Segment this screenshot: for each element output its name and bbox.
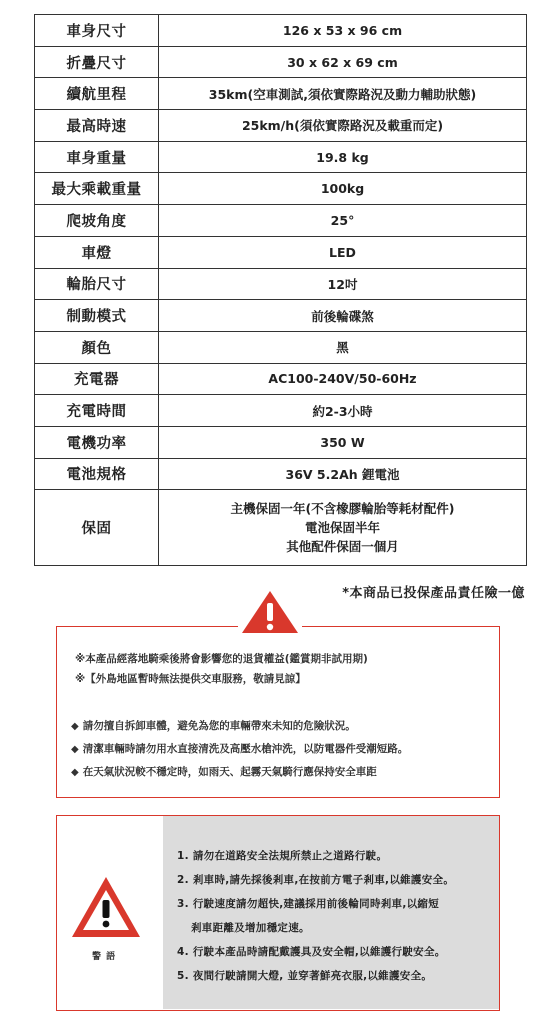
spec-label: 爬坡角度 [35,205,159,237]
spec-label: 車身尺寸 [35,15,159,47]
spec-value: 25km/h(須依實際路況及載重而定) [159,110,527,142]
spec-value: 約2-3小時 [159,395,527,427]
spec-label: 車身重量 [35,141,159,173]
spec-value: 30 x 62 x 69 cm [159,46,527,78]
spec-value: 100kg [159,173,527,205]
spec-label: 折疊尺寸 [35,46,159,78]
caution-rule: 3. 行駛速度請勿超快,建議採用前後輪同時剎車,以縮短 [177,898,440,910]
caution-label: 警 語 [92,952,117,962]
caution-rule: 4. 行駛本產品時請配戴護具及安全帽,以維護行駛安全。 [177,946,446,958]
spec-label: 最大乘載重量 [35,173,159,205]
spec-label: 制動模式 [35,300,159,332]
spec-row [35,46,527,78]
spec-label: 電池規格 [35,458,159,490]
warranty-line: 其他配件保固一個月 [286,539,399,555]
spec-value: 36V 5.2Ah 鋰電池 [159,458,527,490]
spec-label: 續航里程 [35,78,159,110]
spec-row [35,205,527,237]
spec-row [35,395,527,427]
spec-row [35,458,527,490]
warranty-value [159,490,527,566]
spec-row [35,78,527,110]
insurance-note: *本商品已投保產品責任險一億 [342,586,525,601]
spec-row [35,15,527,47]
spec-row [35,426,527,458]
caution-rule: 剎車距離及增加穩定速。 [191,922,310,934]
spec-label: 最高時速 [35,110,159,142]
spec-table [34,14,527,566]
caution-triangle-icon [69,874,143,940]
spec-row [35,331,527,363]
spec-value: 25° [159,205,527,237]
spec-row [35,236,527,268]
warranty-row [35,490,527,566]
spec-row [35,300,527,332]
notice-bullet: ◆ 在天氣狀況較不穩定時，如雨天、起霧天氣騎行應保持安全車距 [71,766,377,778]
spec-label: 充電時間 [35,395,159,427]
notice-bullet: ◆ 請勿擅自拆卸車體，避免為您的車輛帶來未知的危險狀況。 [71,720,356,732]
spec-value: 350 W [159,426,527,458]
spec-label: 電機功率 [35,426,159,458]
spec-label: 車燈 [35,236,159,268]
spec-label: 輪胎尺寸 [35,268,159,300]
warranty-label: 保固 [35,490,159,566]
caution-rules-panel [163,816,499,1009]
spec-value: 35km(空車測試,須依實際路況及動力輔助狀態) [159,78,527,110]
spec-value: 前後輪碟煞 [159,300,527,332]
caution-box [56,815,500,1011]
caution-rule: 5. 夜間行駛請開大燈, 並穿著鮮亮衣服,以維護安全。 [177,970,433,982]
notice-box [56,626,500,798]
warranty-line: 電池保固半年 [304,520,380,536]
spec-label: 顏色 [35,331,159,363]
caution-rule: 2. 剎車時,請先採後剎車,在按前方電子剎車,以維護安全。 [177,874,455,886]
spec-row [35,268,527,300]
spec-row [35,363,527,395]
spec-value: LED [159,236,527,268]
notice-note: ※【外島地區暫時無法提供交車服務，敬請見諒】 [75,673,306,685]
spec-value: 19.8 kg [159,141,527,173]
caution-rule: 1. 請勿在道路安全法規所禁止之道路行駛。 [177,850,388,862]
spec-row [35,110,527,142]
warning-triangle-icon [238,589,302,635]
spec-row [35,173,527,205]
spec-value: 黑 [159,331,527,363]
spec-value: 126 x 53 x 96 cm [159,15,527,47]
spec-label: 充電器 [35,363,159,395]
notice-bullet: ◆ 清潔車輛時請勿用水直接清洗及高壓水槍沖洗，以防電器件受潮短路。 [71,743,409,755]
warranty-line: 主機保固一年(不含橡膠輪胎等耗材配件) [230,501,455,517]
notice-note: ※本產品經落地騎乘後將會影響您的退貨權益(鑑賞期非試用期) [75,653,368,665]
spec-row [35,141,527,173]
spec-value: 12吋 [159,268,527,300]
spec-value: AC100-240V/50-60Hz [159,363,527,395]
